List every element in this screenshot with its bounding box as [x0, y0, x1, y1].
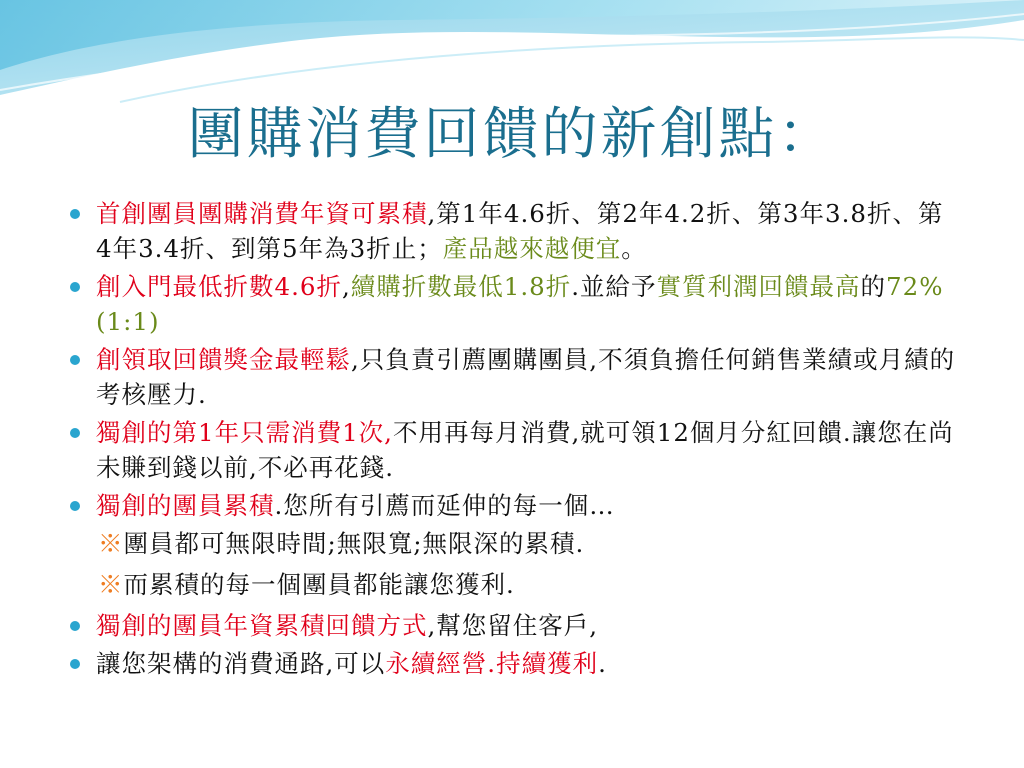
text-segment: 創入門最低折數	[96, 272, 275, 301]
text-segment: 獨創的團員累積	[96, 491, 275, 520]
bullet-dot-icon	[70, 501, 80, 511]
text-segment: ,幫您留住客戶,	[427, 611, 599, 640]
text-segment: 讓您架構的消費通路,可以	[96, 649, 386, 678]
text-segment: .並給予	[571, 272, 657, 301]
text-segment: 4.6折	[274, 272, 342, 301]
bullet-item	[58, 646, 958, 681]
text-segment: 72%(1:1)	[96, 272, 944, 336]
text-segment: 首創團員團購消費年資可累積	[96, 199, 428, 228]
text-segment: 續購折數最低	[350, 272, 504, 301]
sub-list-item	[58, 567, 958, 602]
text-segment: 的	[860, 272, 887, 301]
bullet-dot-icon	[70, 621, 80, 631]
text-segment: ,只負責引薦團購團員,不須負擔任何銷售業績或月績的考核壓力.	[96, 345, 956, 409]
sub-list-item	[58, 526, 958, 561]
text-segment: 產品越來越便宜	[442, 234, 622, 263]
text-segment: 創領取回饋獎金最輕鬆	[96, 345, 351, 374]
text-segment: 實質利潤回饋最高	[656, 272, 861, 301]
bullet-item	[58, 415, 958, 485]
bullet-item	[58, 342, 958, 412]
text-segment: 團員都可無限時間;無限寬;無限深的累積.	[123, 529, 585, 558]
slide-title: 團購消費回饋的新創點：	[187, 102, 837, 167]
bullet-dot-icon	[70, 209, 80, 219]
text-segment: 。	[621, 234, 647, 263]
text-segment: 獨創的第1年只需消費1次,	[96, 418, 393, 447]
text-segment: ※	[98, 529, 124, 558]
text-segment: ,第1年4.6折、第2年4.2折、第3年3.8折、第4年3.4折、到第5年為3折止；	[96, 199, 944, 263]
bullet-item	[58, 196, 958, 266]
text-segment: 獨創的團員年資累積回饋方式	[96, 611, 428, 640]
text-segment: ※	[98, 570, 124, 599]
bullet-item	[58, 608, 958, 643]
bullet-dot-icon	[70, 428, 80, 438]
bullet-item	[58, 269, 958, 339]
text-segment: .您所有引薦而延伸的每一個…	[274, 491, 615, 520]
text-segment: 永續經營.持續獲利	[385, 649, 599, 678]
bullet-list	[58, 196, 958, 684]
bullet-dot-icon	[70, 659, 80, 669]
bullet-item	[58, 488, 958, 523]
text-segment: ,	[341, 272, 351, 301]
text-segment: 而累積的每一個團員都能讓您獲利.	[123, 570, 515, 599]
bullet-dot-icon	[70, 282, 80, 292]
text-segment: 1.8折	[503, 272, 572, 301]
text-segment: .	[598, 649, 607, 678]
bullet-dot-icon	[70, 355, 80, 365]
text-segment: 不用再每月消費,就可領12個月分紅回饋.讓您在尚未賺到錢以前,不必再花錢.	[96, 418, 954, 482]
